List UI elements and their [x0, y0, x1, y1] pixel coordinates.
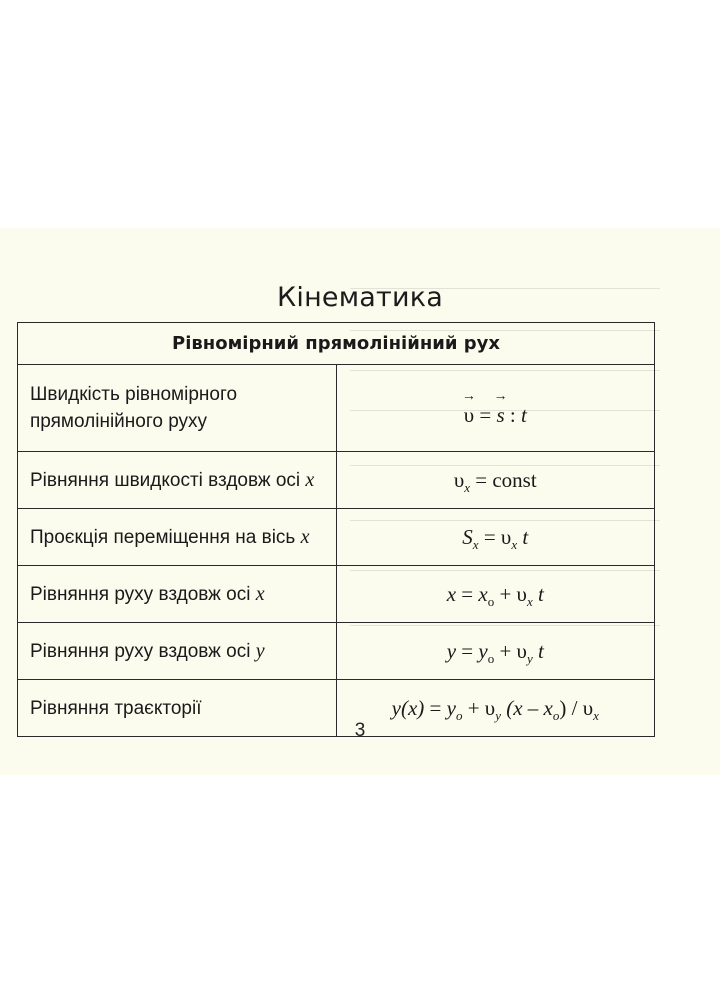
table-row: [18, 365, 655, 452]
row-label: Рівняння руху вздовж осі y: [18, 623, 337, 680]
row-label: [18, 365, 337, 452]
table-row: [18, 509, 655, 566]
row-formula: $y = y_o + \upsilon_y$ t: [336, 623, 655, 680]
row-label: Рівняння руху вздовж осі x: [18, 566, 337, 623]
vector-s: → s: [493, 388, 508, 427]
page-title: Кінематика: [277, 282, 443, 313]
row-formula: $x = x_o + \upsilon_x$ t: [336, 566, 655, 623]
page-number: 3: [354, 720, 366, 741]
velocity-vector-formula: → υ = → s : t: [461, 388, 527, 427]
row-formula: $\upsilon_x$ = const: [336, 452, 655, 509]
vector-arrow-icon: →: [493, 388, 508, 404]
row-formula: [336, 365, 655, 452]
vector-v: → υ: [461, 388, 476, 427]
table-header-row: [18, 323, 655, 365]
kinematics-table: [17, 322, 655, 737]
table-row: [18, 566, 655, 623]
row-label-line: прямолінійного руху: [30, 411, 208, 432]
table-row: [18, 452, 655, 509]
vector-arrow-icon: →: [461, 388, 476, 404]
row-label-line: Швидкість рівномірного: [30, 384, 238, 405]
row-formula: $S_x = \upsilon_x$ t: [336, 509, 655, 566]
table-row: [18, 623, 655, 680]
row-formula: $y(x) = y_o + \upsilon_y$ $(x - x_o) / \upsilon_x$: [336, 680, 655, 737]
row-label: Рівняння швидкості вздовж осі x: [18, 452, 337, 509]
row-label: Проєкція переміщення на вісь x: [18, 509, 337, 566]
table-header: Рівномірний прямолінійний рух: [18, 323, 655, 365]
row-label: Рівняння траєкторії: [18, 680, 337, 737]
